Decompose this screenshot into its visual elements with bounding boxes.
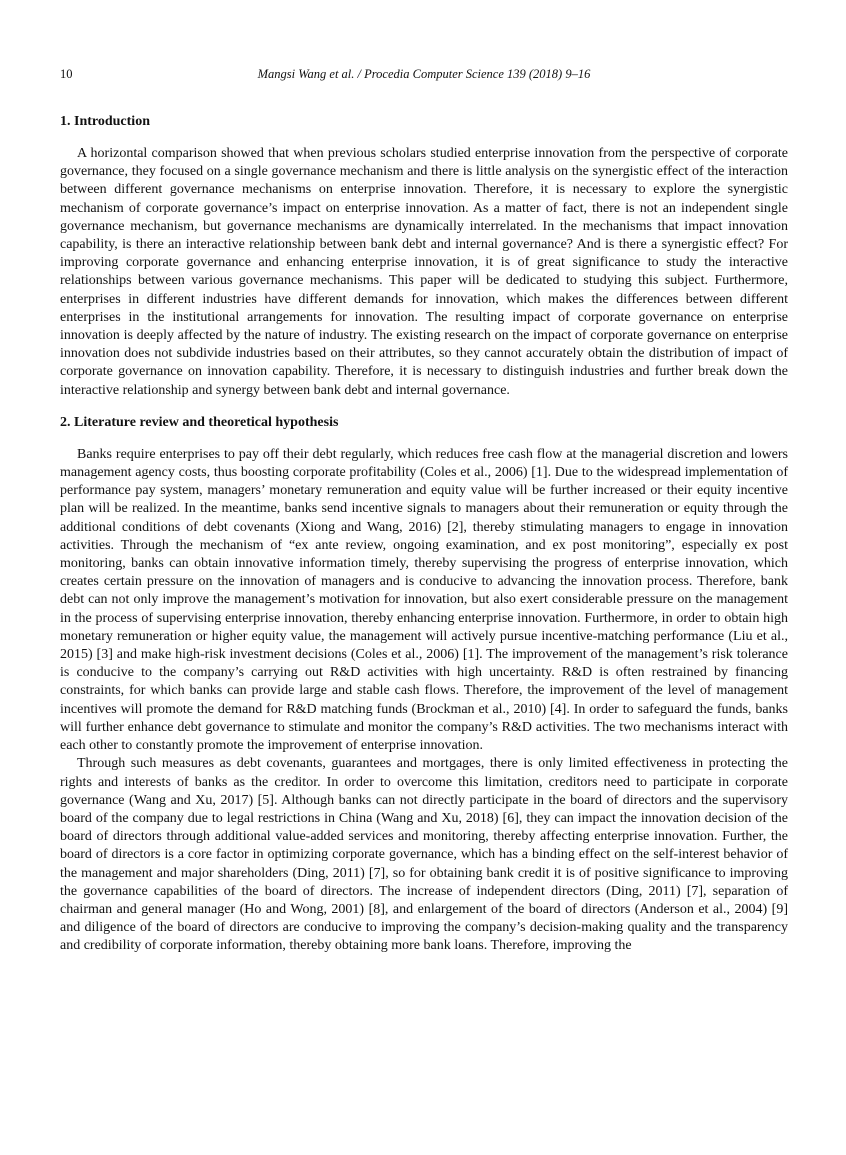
paragraph: A horizontal comparison showed that when previous scholars studied enterprise innovation from the perspective of corporate governance, they focused on a single governance mechanism and there is little analysis on the synergistic effect of the interaction between different governance mechanisms on enterprise innovation. Therefore, it is necessary to explore the synergistic mechanism of corporate governance’s impact on enterprise innovation. As a matter of fact, there is not an independent single governance mechanism, but governance mechanisms are dynamically interrelated. In the mechanisms that impact innovation capability, is there an interactive relationship between bank debt and internal governance? And is there a synergistic effect? For improving corporate governance and enhancing enterprise innovation, it is of great significance to study the interactive relationships between various governance mechanisms. This paper will be dedicated to studying this subject. Furthermore, enterprises in different industries have different demands for innovation, which makes the differences between different enterprises in the institutional arrangements for innovation. The resulting impact of corporate governance on enterprise innovation is deeply affected by the nature of industry. The existing research on the impact of corporate governance on enterprise innovation does not subdivide industries based on their attributes, so they cannot accurately obtain the distribution of impact of corporate governance on innovation capability. Therefore, it is necessary to distinguish industries and further break down the interactive relationship and synergy between bank debt and internal governance. xyxy=(60,146,788,398)
section-literature-review-body xyxy=(60,446,788,956)
section-introduction-body xyxy=(60,145,788,400)
paragraph: Through such measures as debt covenants, guarantees and mortgages, there is only limited effectiveness in protecting the rights and interests of banks as the creditor. In order to overcome this limitation, creditors need to participate in corporate governance (Wang and Xu, 2017) [5]. Although banks can not directly participate in the board of directors and the supervisory board of the company due to legal restrictions in China (Wang and Xu, 2018) [6], they can impact the innovation decision of the board of directors through additional value-added services and monitoring, thereby affecting enterprise innovation. Further, the board of directors is a core factor in optimizing corporate governance, which has a binding effect on the self-interest behavior of the management and major shareholders (Ding, 2011) [7], so for obtaining bank credit it is of positive significance to improving the governance capabilities of the board of directors. The increase of independent directors (Ding, 2011) [7], separation of chairman and general manager (Ho and Wong, 2001) [8], and enlargement of the board of directors (Anderson et al., 2004) [9] and diligence of the board of directors are conducive to improving the company’s decision-making quality and the transparency and credibility of corporate information, thereby obtaining more bank loans. Therefore, improving the xyxy=(60,756,788,954)
running-header xyxy=(60,66,788,82)
section-heading-introduction: 1. Introduction xyxy=(60,114,150,129)
paragraph: Banks require enterprises to pay off their debt regularly, which reduces free cash flow at the managerial discretion and lowers management agency costs, thus boosting corporate profitability (Coles et al., 2006) [1]. Due to the widespread implementation of performance pay system, managers’ monetary remuneration and equity value will be further increased or their equity incentive plan will be realized. In the meantime, banks send incentive signals to managers about their remuneration or equity through the additional conditions of debt covenants (Xiong and Wang, 2016) [2], thereby stimulating managers to engage in innovation activities. Through the mechanism of “ex ante review, ongoing examination, and ex post monitoring”, especially ex post monitoring, banks can obtain innovative information timely, thereby supervising the progress of enterprise innovation, which creates certain pressure on the innovation of managers and is conducive to advancing the innovation process. Therefore, bank debt can not only improve the management’s motivation for innovation, but also exert considerable pressure on the management in the process of supervising enterprise innovation, thereby enhancing enterprise innovation. Furthermore, in order to obtain high monetary remuneration or higher equity value, the management will actively pursue incentive-matching performance (Liu et al., 2015) [3] and make high-risk investment decisions (Coles et al., 2006) [1]. The improvement of the management’s risk tolerance is conducive to the company’s carrying out R&D activities with high uncertainty. R&D is often restrained by financing constraints, for which banks can provide large and stable cash flows. Therefore, the improvement of the level of management incentives will promote the demand for R&D matching funds (Brockman et al., 2010) [4]. In order to safeguard the funds, banks will further enhance debt governance to stimulate and monitor the company’s R&D activities. The two mechanisms interact with each other to constantly promote the improvement of enterprise innovation. xyxy=(60,446,788,754)
page-number: 10 xyxy=(60,67,73,81)
paper-page xyxy=(60,66,788,956)
journal-reference: Mangsi Wang et al. / Procedia Computer Science 139 (2018) 9–16 xyxy=(257,67,591,81)
section-heading-literature-review: 2. Literature review and theoretical hypothesis xyxy=(60,414,339,430)
